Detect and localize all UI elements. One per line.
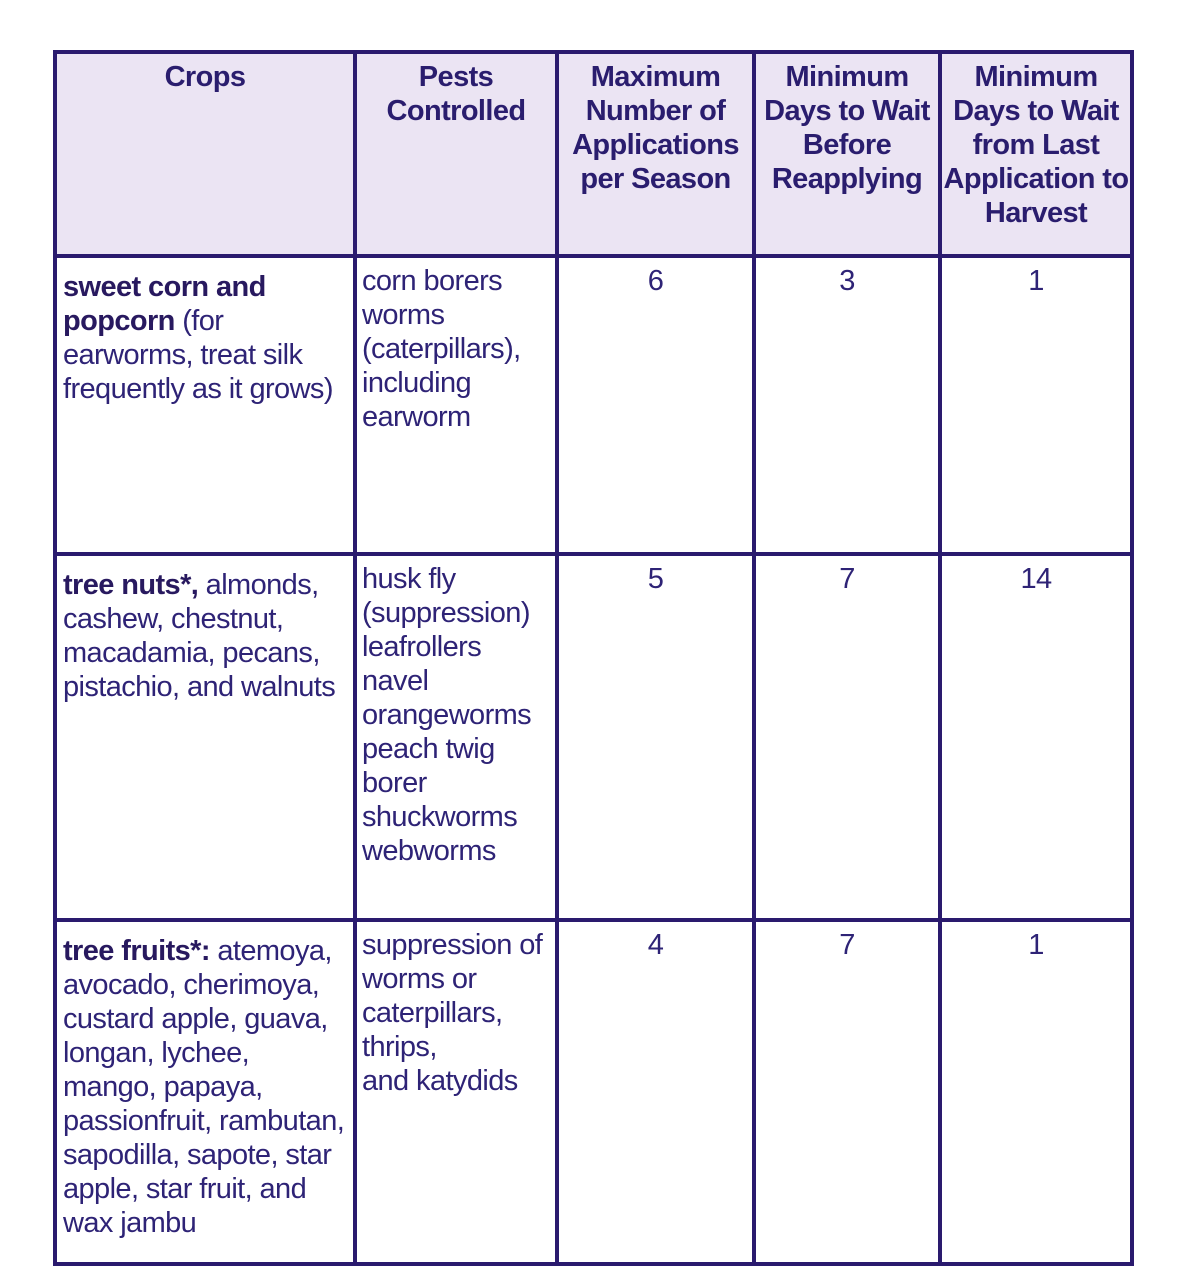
max-applications-cell: 6 <box>557 256 754 554</box>
pest-item: suppression of worms or caterpillars, <box>362 929 543 1029</box>
table-row <box>55 920 1132 1264</box>
crop-name: sweet corn and popcorn <box>63 271 266 337</box>
pests-cell <box>355 920 557 1264</box>
pesticide-application-table-container <box>53 50 1134 1266</box>
crop-name: tree nuts*, <box>63 569 199 601</box>
pest-item: worms (caterpillars), including earworm <box>362 299 521 433</box>
pest-item: peach twig borer <box>362 733 495 799</box>
pests-cell <box>355 554 557 920</box>
pest-item: husk fly (suppression) <box>362 563 530 629</box>
crop-cell <box>55 554 355 920</box>
max-applications-cell: 4 <box>557 920 754 1264</box>
pest-item: leafrollers <box>362 631 482 663</box>
table-row <box>55 256 1132 554</box>
crop-name: tree fruits*: <box>63 935 210 967</box>
pesticide-application-table <box>53 50 1134 1266</box>
pest-item: thrips, <box>362 1031 437 1063</box>
crop-details: (for earworms, treat silk frequently as it grows) <box>63 305 333 405</box>
days-to-harvest-cell: 14 <box>940 554 1132 920</box>
days-reapply-cell: 7 <box>754 554 940 920</box>
header-crops: Crops <box>55 52 355 256</box>
header-pests-controlled: Pests Controlled <box>355 52 557 256</box>
days-to-harvest-cell: 1 <box>940 256 1132 554</box>
crop-cell <box>55 920 355 1264</box>
table-row <box>55 554 1132 920</box>
pests-cell <box>355 256 557 554</box>
crop-details: atemoya, avocado, cherimoya, custard apple, guava, longan, lychee, mango, papaya, passionfruit, rambutan, sapodilla, sapote, star apple, star fruit, and wax jambu <box>63 935 345 1239</box>
days-reapply-cell: 3 <box>754 256 940 554</box>
header-days-before-reapplying: Minimum Days to Wait Before Reapplying <box>754 52 940 256</box>
max-applications-cell: 5 <box>557 554 754 920</box>
header-row <box>55 52 1132 256</box>
pest-item: navel orangeworms <box>362 665 532 731</box>
pest-item: corn borers <box>362 265 503 297</box>
crop-details: almonds, cashew, chestnut, macadamia, pecans, pistachio, and walnuts <box>63 569 336 703</box>
days-to-harvest-cell: 1 <box>940 920 1132 1264</box>
pest-item: shuckworms <box>362 801 518 833</box>
header-max-applications: Maximum Number of Applications per Season <box>557 52 754 256</box>
header-days-to-harvest: Minimum Days to Wait from Last Application to Harvest <box>940 52 1132 256</box>
pest-item: webworms <box>362 835 496 867</box>
crop-cell <box>55 256 355 554</box>
pest-item: and katydids <box>362 1065 518 1097</box>
days-reapply-cell: 7 <box>754 920 940 1264</box>
